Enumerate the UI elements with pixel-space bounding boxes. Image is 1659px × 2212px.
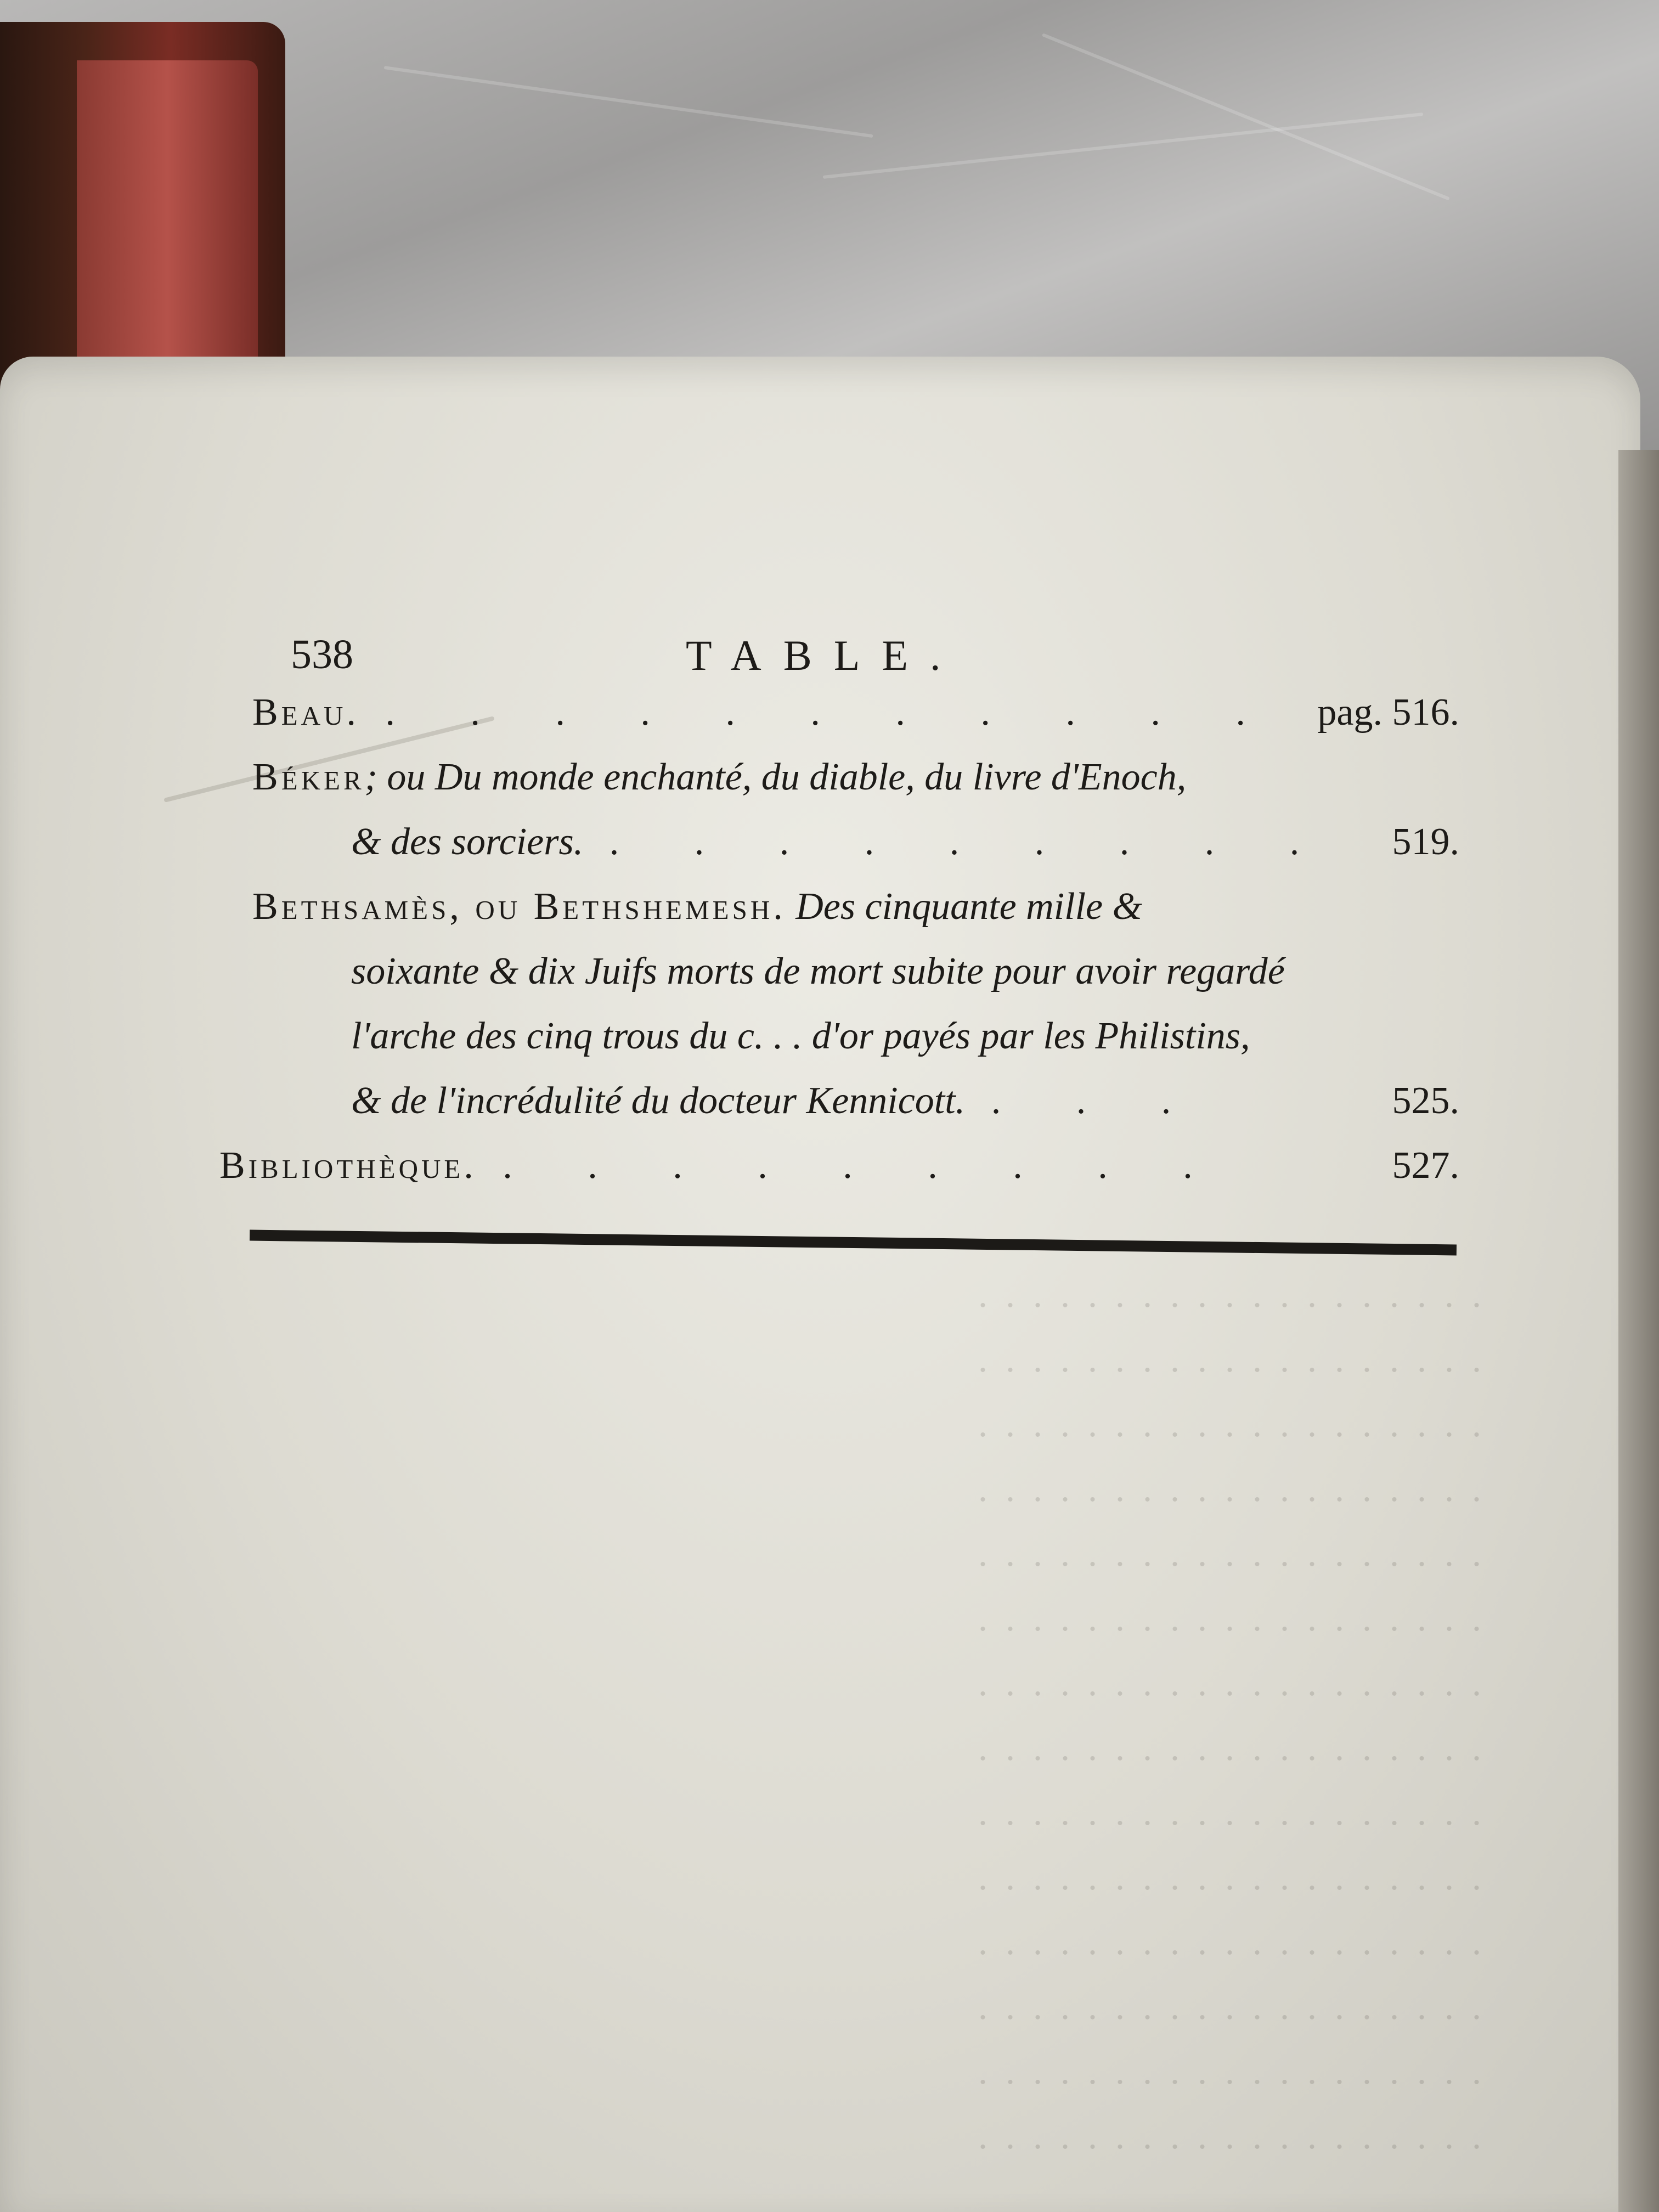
running-head: TABLE. [686, 631, 963, 679]
toc-entry-beau [252, 680, 1459, 745]
marble-vein [823, 112, 1424, 179]
entry-page: pag. 516. [1317, 691, 1459, 733]
toc-entry-bethsames-cont [252, 1004, 1459, 1069]
entry-subtitle: ; ou Du monde enchanté, du diable, du livre d'Enoch, [364, 756, 1187, 798]
toc-entry-bethsames-cont [252, 1069, 1459, 1133]
entry-title: Bibliothèque. [219, 1144, 477, 1187]
leader-dots: . . . [991, 1080, 1204, 1122]
leader-dots: . . . . . . . . . [609, 821, 1333, 863]
leader-dots: . . . . . . . . . . . [385, 691, 1278, 733]
marble-vein [384, 66, 873, 138]
leader-dots: . . . . . . . . . [503, 1144, 1226, 1187]
entry-page: 525. [1392, 1080, 1459, 1122]
page-number: 538 [291, 631, 353, 678]
toc-entry-beker-cont [252, 810, 1459, 874]
page-stack-edge [1618, 450, 1659, 2212]
table-of-contents [219, 620, 1459, 1198]
toc-entry-bibliotheque [219, 1133, 1459, 1198]
toc-entry-bethsames [252, 874, 1459, 939]
entry-subtitle: Des cinquante mille & [795, 885, 1143, 928]
closed-book-page-edge [77, 60, 258, 400]
entry-subtitle: soixante & dix Juifs morts de mort subite pour avoir regardé [351, 950, 1285, 992]
entry-page: 527. [1392, 1144, 1459, 1187]
entry-title: Béker [252, 756, 365, 798]
entry-page: 519. [1392, 821, 1459, 863]
entry-title: Beau. [252, 691, 359, 733]
toc-entry-beker [252, 745, 1459, 810]
entry-subtitle: & de l'incrédulité du docteur Kennicott. [351, 1080, 966, 1122]
toc-entry-bethsames-cont [252, 939, 1459, 1004]
reverse-side-show-through: . . . . . . . . . . . . . . . . . . . . . . . . . . . . . . . . . . . . . . . . . . . . . . . . . . . . . . . . . . . . . . . . . . . . . . . . . . . . . . . . . . . . . . . . . . . . . . . . . . . . . . . . . . . . . . . . . . . . . . . . . . . . . . . . . . . . . . . . . . . . . . . . . . . . . . . . . . . . . . . . . . . . . . . . . . . . . . . . . . . . . . . . . . . . . . . . . . . . . . . . . . . . . . . . . . . . . . . . . . . . . . . . . . . . . . . . . . . . . . . . . . . . . . . . . . . . . . . . . . . . . . . . . . [974, 1273, 1481, 2157]
entry-title: Bethsamès, ou Bethshemesh. [252, 885, 786, 928]
page-header [252, 620, 1459, 680]
entry-subtitle: & des sorciers. [351, 821, 584, 863]
entry-subtitle: l'arche des cinq trous du c. . . d'or payés par les Philistins, [351, 1015, 1250, 1057]
